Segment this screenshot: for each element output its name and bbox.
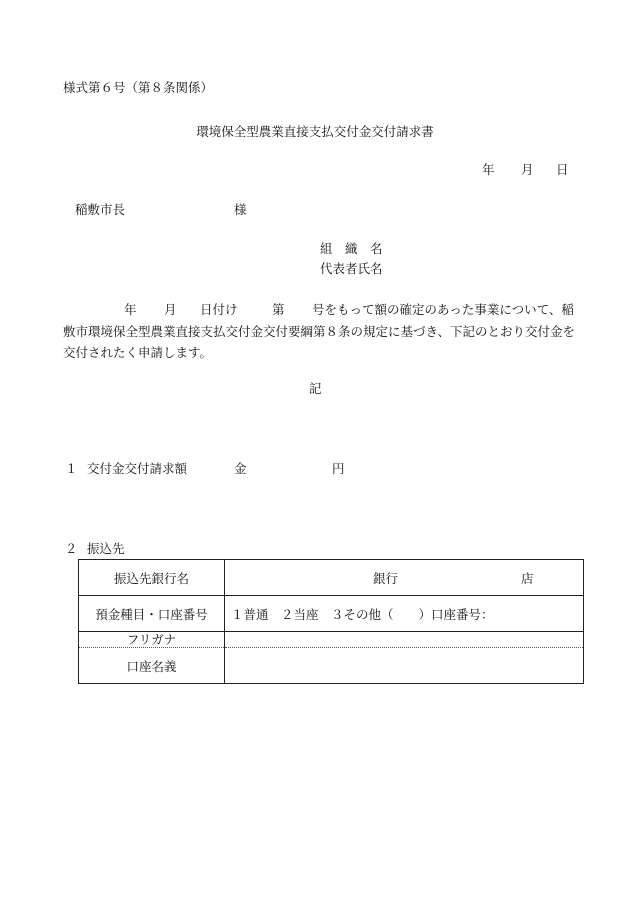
statement-dated: 日付け bbox=[200, 302, 238, 317]
furigana-label: フリガナ bbox=[79, 632, 225, 648]
bank-name-row bbox=[79, 560, 584, 596]
account-holder-row bbox=[79, 648, 584, 684]
representative-name-label: 代表者氏名 bbox=[320, 261, 383, 276]
item1-yen: 円 bbox=[332, 461, 345, 476]
form-number: 様式第６号（第８条関係） bbox=[63, 80, 214, 95]
item2-label: 振込先 bbox=[87, 541, 125, 556]
bank-name-field[interactable] bbox=[225, 560, 584, 596]
addressee-name: 稲敷市長 bbox=[75, 202, 126, 217]
furigana-row bbox=[79, 632, 584, 648]
organization-name-label: 組 織 名 bbox=[320, 241, 383, 256]
addressee-honorific: 様 bbox=[234, 202, 247, 217]
statement-line1-text: 号をもって額の確定のあった事業について、稲 bbox=[312, 302, 574, 317]
account-type-row bbox=[79, 596, 584, 632]
ki-heading: 記 bbox=[309, 381, 322, 396]
account-holder-label: 口座名義 bbox=[79, 648, 225, 684]
date-month: 月 bbox=[521, 162, 534, 177]
item1-number: １ bbox=[65, 461, 78, 476]
statement-line2: 敷市環境保全型農業直接支払交付金交付要綱第８条の規定に基づき、下記のとおり交付金を bbox=[63, 324, 576, 339]
account-type-label: 預金種目・口座番号 bbox=[79, 596, 225, 632]
bank-suffix: 銀行 bbox=[373, 570, 399, 586]
item1-label: 交付金交付請求額 bbox=[87, 461, 188, 476]
item2-number: ２ bbox=[65, 541, 78, 556]
item1-kin: 金 bbox=[234, 461, 247, 476]
furigana-field[interactable] bbox=[225, 632, 584, 648]
statement-year: 年 bbox=[124, 302, 137, 317]
branch-suffix: 店 bbox=[521, 570, 534, 586]
account-type-field[interactable]: １普通 ２当座 ３その他（ ）口座番号： bbox=[225, 596, 584, 632]
statement-month: 月 bbox=[164, 302, 177, 317]
account-holder-field[interactable] bbox=[225, 648, 584, 684]
date-day: 日 bbox=[556, 162, 569, 177]
date-year: 年 bbox=[482, 162, 495, 177]
statement-number-prefix: 第 bbox=[272, 302, 285, 317]
request-statement bbox=[63, 300, 575, 363]
document-title: 環境保全型農業直接支払交付金交付請求書 bbox=[196, 124, 434, 139]
bank-transfer-table bbox=[78, 559, 584, 684]
statement-line3: 交付されたく申請します。 bbox=[63, 345, 213, 360]
bank-name-label: 振込先銀行名 bbox=[79, 560, 225, 596]
